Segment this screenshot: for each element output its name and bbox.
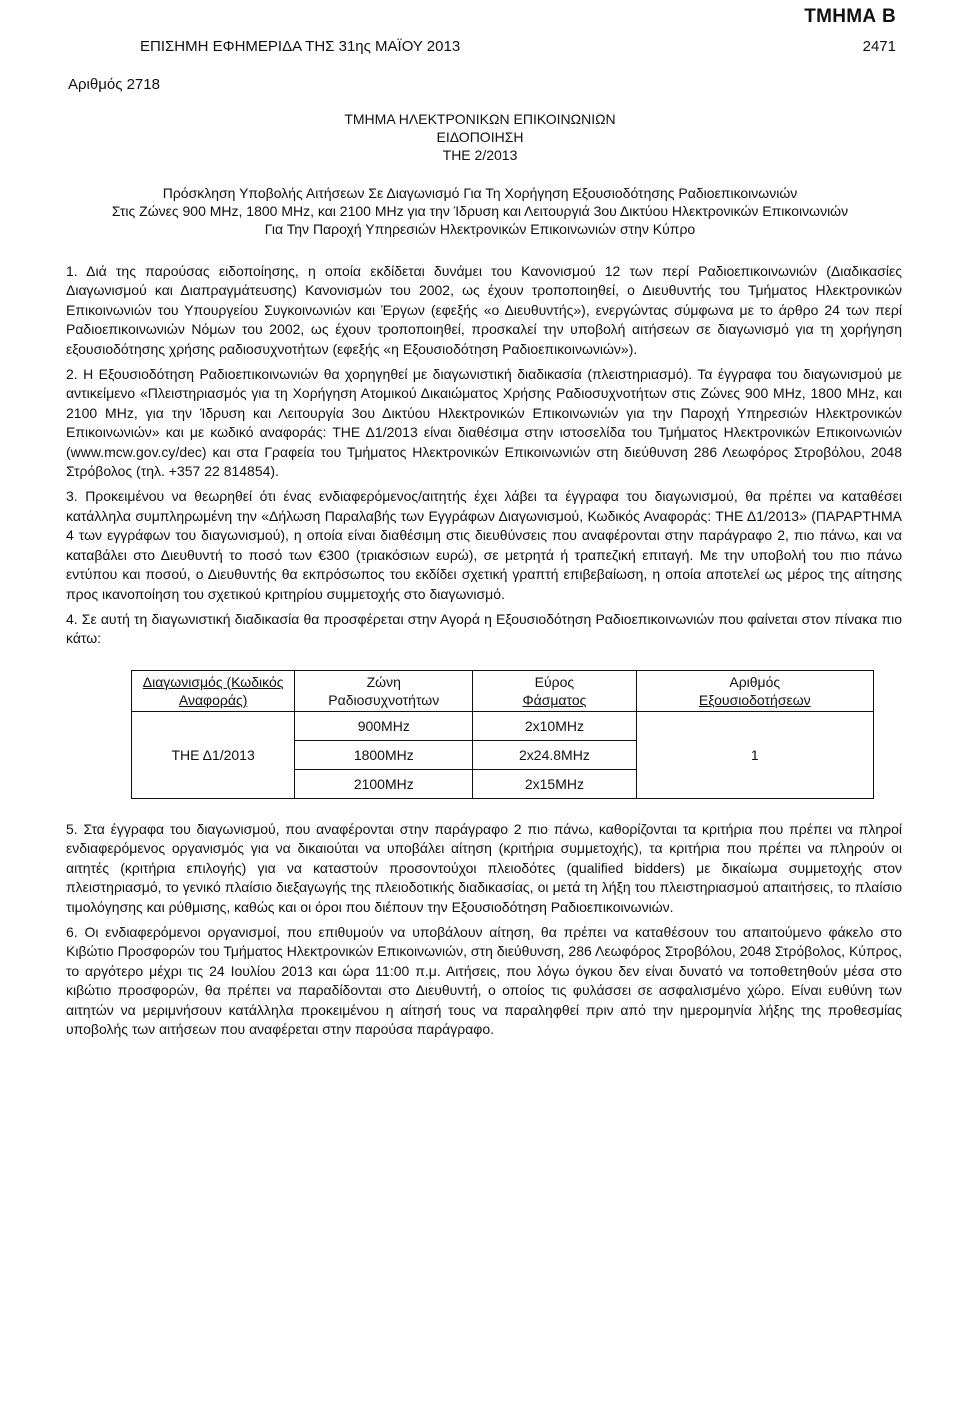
table-cell-band: 2100MHz (295, 770, 473, 799)
body-text (66, 820, 902, 1045)
paragraph: 5. Στα έγγραφα του διαγωνισμού, που αναφέρονται στην παράγραφο 2 πιο πάνω, καθορίζονται τα κριτήρια που πρέπει να πληροί ενδιαφερόμενος οργανισμός για να δικαιούται να υποβάλει αίτηση (κριτήρια συμμετοχής), τα κριτήρια που πρέπει να πληρούν οι αιτητές (κριτήρια επιλογής) για να καταστούν προσοντούχοι πλειοδότες (qualified bidders) με δικαίωμα συμμετοχής στον πλειστηριασμό, το γενικό πλαίσιο διεξαγωγής της πλειοδοτικής διαδικασίας, οι μετά τη λήξη του πλειστηριασμού απαιτήσεις, το πλαίσιο τιμολόγησης και ρύθμισης, καθώς και οι όροι που διέπουν την Εξουσιοδότηση Ραδιοεπικοινωνιών. (66, 821, 902, 915)
table-row (132, 712, 874, 741)
table-header-cell: Εύρος Φάσματος (473, 671, 636, 712)
table-cell-band: 900MHz (295, 712, 473, 741)
subject-line: Για Την Παροχή Υπηρεσιών Ηλεκτρονικών Επικοινωνιών στην Κύπρο (264, 221, 696, 237)
department-title: ΤΜΗΜΑ ΗΛΕΚΤΡΟΝΙΚΩΝ ΕΠΙΚΟΙΝΩΝΙΩΝ (344, 111, 616, 127)
subject-line: Στις Ζώνες 900 MHz, 1800 MHz, και 2100 MHz για την Ίδρυση και Λειτουργιά 3ου Δικτύου Ηλεκτρονικών Επικοινωνιών (111, 203, 849, 219)
notice-header (60, 110, 900, 238)
table-cell-width: 2x10MHz (473, 712, 636, 741)
table-cell-band: 1800MHz (295, 741, 473, 770)
table-cell-width: 2x24.8MHz (473, 741, 636, 770)
table-cell-authorisations: 1 (636, 712, 873, 799)
body-text (66, 262, 902, 655)
table-cell-width: 2x15MHz (473, 770, 636, 799)
reference-code: ΤΗΕ 2/2013 (442, 147, 518, 163)
table-header-cell: Ζώνη Ραδιοσυχνοτήτων (295, 671, 473, 712)
paragraph: 1. Διά της παρούσας ειδοποίησης, η οποία εκδίδεται δυνάμει του Κανονισμού 12 των περί Ραδιοεπικοινωνιών (Διαδικασίες Διαγωνισμού και Διαπραγμάτευσης) Κανονισμών του 2002, ως έχουν τροποποιηθεί, ο Διευθυντής του Τμήματος Ηλεκτρονικών Επικοινωνιών του Υπουργείου Συγκοινωνιών και Έργων (εφεξής «ο Διευθυντής»), ενεργώντας σύμφωνα με το άρθρο 24 των περί Ραδιοεπικοινωνιών Νόμων του 2002, ως έχουν τροποποιηθεί, προσκαλεί την υποβολή αιτήσεων σε διαγωνισμό για τη χορήγηση εξουσιοδότησης χρήσης ραδιοσυχνοτήτων (εφεξής «η Εξουσιοδότηση Ραδιοεπικοινωνιών»). (66, 263, 902, 357)
notice-number: Αριθμός 2718 (68, 76, 160, 93)
section-label: ΤΜΗΜΑ Β (804, 6, 896, 27)
notice-title: ΕΙΔΟΠΟΙΗΣΗ (436, 129, 524, 145)
table-header-cell: Αριθμός Εξουσιοδοτήσεων (636, 671, 873, 712)
gazette-line: ΕΠΙΣΗΜΗ ΕΦΗΜΕΡΙΔΑ ΤΗΣ 31ης ΜΑΪΟΥ 2013 (140, 38, 461, 55)
paragraph: 3. Προκειμένου να θεωρηθεί ότι ένας ενδιαφερόμενος/αιτητής έχει λάβει τα έγγραφα του διαγωνισμού, θα πρέπει να καταθέσει κατάλληλα συμπληρωμένη την «Δήλωση Παραλαβής των Εγγράφων Διαγωνισμού, Κωδικός Αναφοράς: ΤΗΕ Δ1/2013» (ΠΑΡΑΡΤΗΜΑ 4 των εγγράφων του διαγωνισμού), η οποία είναι διαθέσιμη στις διευθύνσεις που αναφέρονται στην παράγραφο 2, πιο πάνω, και να καταβάλει στο Διευθυντή το ποσό των €300 (τριακόσιων ευρώ), σε μετρητά ή τραπεζική επιταγή. Με την υποβολή του πιο πάνω εντύπου και ποσού, ο Διευθυντής θα εκπρόσωπος του εκδίδει σχετική γραπτή επιβεβαίωση, η οποία αποτελεί ως μέρος της αίτησης προς ικανοποίηση του σχετικού κριτηρίου συμμετοχής στο διαγωνισμό. (66, 488, 902, 602)
subject-line: Πρόσκληση Υποβολής Αιτήσεων Σε Διαγωνισμό Για Τη Χορήγηση Εξουσιοδότησης Ραδιοεπικοινωνιών (162, 185, 798, 201)
page-number: 2471 (862, 38, 896, 55)
table-header-row (132, 671, 874, 712)
competition-table (131, 670, 874, 799)
paragraph: 4. Σε αυτή τη διαγωνιστική διαδικασία θα προσφέρεται στην Αγορά η Εξουσιοδότηση Ραδιοεπικοινωνιών που φαίνεται στον πίνακα πιο κάτω: (66, 610, 902, 647)
paragraph: 2. Η Εξουσιοδότηση Ραδιοεπικοινωνιών θα χορηγηθεί με διαγωνιστική διαδικασία (πλειστηριασμό). Τα έγγραφα του διαγωνισμού με αντικείμενο «Πλειστηριασμός για τη Χορήγηση Ατομικού Δικαιώματος Χρήσης Ραδιοσυχνοτήτων στις Ζώνες 900 MHz, 1800 MHz, και 2100 MHz, για την Ίδρυση και Λειτουργία 3ου Δικτύου Ηλεκτρονικών Επικοινωνιών για την Παροχή Υπηρεσιών Ηλεκτρονικών Επικοινωνιών» και με κωδικό αναφοράς: ΤΗΕ Δ1/2013 είναι διαθέσιμα στην ιστοσελίδα του Τμήματος Ηλεκτρονικών Επικοινωνιών (www.mcw.gov.cy/dec) και στα Γραφεία του Τμήματος Ηλεκτρονικών Επικοινωνιών στη διεύθυνση 286 Λεωφόρος Στροβόλου, 2048 Στρόβολος (τηλ. +357 22 814854). (66, 366, 902, 480)
paragraph: 6. Οι ενδιαφερόμενοι οργανισμοί, που επιθυμούν να υποβάλουν αίτηση, θα πρέπει να καταθέσουν του απαιτούμενο φάκελο στο Κιβώτιο Προσφορών του Τμήματος Ηλεκτρονικών Επικοινωνιών, στη διεύθυνση, 286 Λεωφόρος Στροβόλου, 2048 Στρόβολος, Κύπρος, το αργότερο μέχρι τις 24 Ιουλίου 2013 και ώρα 11:00 π.μ. Αιτήσεις, που λόγω όγκου δεν είναι δυνατό να τοποθετηθούν μέσα στο κιβώτιο προσφορών, θα πρέπει να παραδίδονται στο Διευθυντή, ο οποίος τις φυλάσσει σε ασφαλισμένο χώρο. Είναι ευθύνη των αιτητών να μεριμνήσουν κατάλληλα προκειμένου η αίτησή τους να παραληφθεί πριν από την ημερομηνία λήξης της προθεσμίας υποβολής των αιτήσεων που αναφέρεται στην παρούσα παράγραφο. (66, 924, 902, 1038)
table-header-cell: Διαγωνισμός (Κωδικός Αναφοράς) (132, 671, 295, 712)
table-cell-competition-code: ΤΗΕ Δ1/2013 (132, 712, 295, 799)
